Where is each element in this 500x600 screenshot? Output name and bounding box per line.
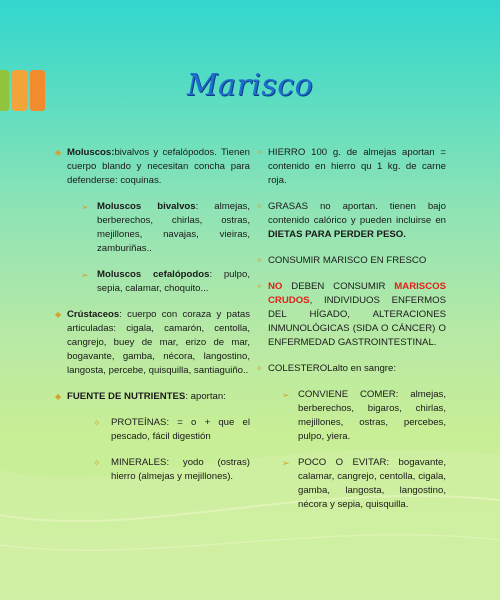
cefalopodos-text: : pulpo, sepia, calamar, choquito... [97,269,250,294]
no-text-1: DEBEN CONSUMIR [282,281,395,292]
diamond-bullet-icon: ◆ [55,392,62,401]
crustaceos-label: Crústaceos [67,309,120,320]
bivalvos-text: : almejas, berberechos, chirlas, ostras, mejillones, navajas, vieiras, zamburiñas.. [97,201,250,254]
sub-cefalopodos [81,268,250,296]
bullet-fuente [55,390,250,484]
fuente-text: : aportan: [185,391,226,402]
minerales-text: MINERALES: yodo (ostras) hierro (almejas y mejillones). [111,457,250,482]
star-bullet-icon: ✧ [93,418,101,428]
sub-poco [282,456,446,512]
bullet-moluscos [55,146,250,296]
bullet-hierro [256,146,446,188]
no-warning: NO [268,281,283,292]
moluscos-label: Moluscos: [67,147,115,158]
grasas-bold: DIETAS PARA PERDER PESO. [268,229,406,240]
bullet-consumir [256,254,446,268]
diamond-bullet-icon: ◆ [55,148,62,157]
diamond-bullet-icon: ◆ [55,310,62,319]
hierro-text: HIERRO 100 g. de almejas aportan = contenido en hierro qu 1 kg. de carne roja. [268,147,446,186]
sub-bivalvos [81,200,250,256]
sub-minerales [93,456,250,484]
arrow-bullet-icon: ➢ [282,390,290,400]
star-bullet-icon: ✧ [256,256,263,265]
right-column [256,146,446,524]
star-bullet-icon: ✧ [256,202,263,211]
consumir-text: CONSUMIR MARISCO EN FRESCO [268,255,427,266]
sub-conviene [282,388,446,444]
cefalopodos-label: Moluscos cefalópodos [97,269,210,280]
star-bullet-icon: ✧ [256,282,263,291]
proteinas-text: PROTEÍNAS: = o + que el pescado, fácil digestión [111,417,250,442]
bullet-colesterol [256,362,446,512]
star-bullet-icon: ✧ [256,364,263,373]
poco-text: POCO O EVITAR: bogavante, calamar, cangrejo, centolla, cigala, gamba, langosta, langostino, nécora y sepia, quisquilla. [298,457,446,510]
arrow-bullet-icon: ➢ [81,202,89,212]
sub-proteinas [93,416,250,444]
no-text-2: , INDIVIDUOS ENFERMOS DEL HÍGADO, ALTERACIONES INMUNOLÓGICAS (SIDA O CÁNCER) O ENFERMEDAD GASTROINTESTINAL. [268,295,446,348]
grasas-text: GRASAS no aportan. tienen bajo contenido calórico y pueden incluirse en [268,201,446,226]
bullet-crustaceos [55,308,250,378]
left-column [55,146,250,496]
fuente-label: FUENTE DE NUTRIENTES [67,391,186,402]
arrow-bullet-icon: ➢ [81,270,89,280]
bivalvos-label: Moluscos bivalvos [97,201,196,212]
conviene-text: CONVIENE COMER: almejas, berberechos, bigaros, chirlas, mejillones, ostras, percebes, pulpo, yiera. [298,389,446,442]
bullet-no-consumir [256,280,446,350]
arrow-bullet-icon: ➢ [282,458,290,468]
moluscos-text: bivalvos y cefalópodos. Tienen cuerpo blando y necesitan concha para defenderse: coquinas. [67,147,250,186]
star-bullet-icon: ✧ [93,458,101,468]
colesterol-text: COLESTEROLalto en sangre: [268,363,396,374]
mariscos-crudos-warning: MARISCOS CRUDOS [268,281,446,306]
slide-title: Marisco [186,68,314,103]
crustaceos-text: : cuerpo con coraza y patas articuladas: cigala, camarón, centolla, cangrejo, buey de mar, erizo de mar, bogavante, gamba, nécora, langostino, langosta, percebe, quisquilla, santiaguiño.. [67,309,250,376]
star-bullet-icon: ✧ [256,148,263,157]
bullet-grasas [256,200,446,242]
